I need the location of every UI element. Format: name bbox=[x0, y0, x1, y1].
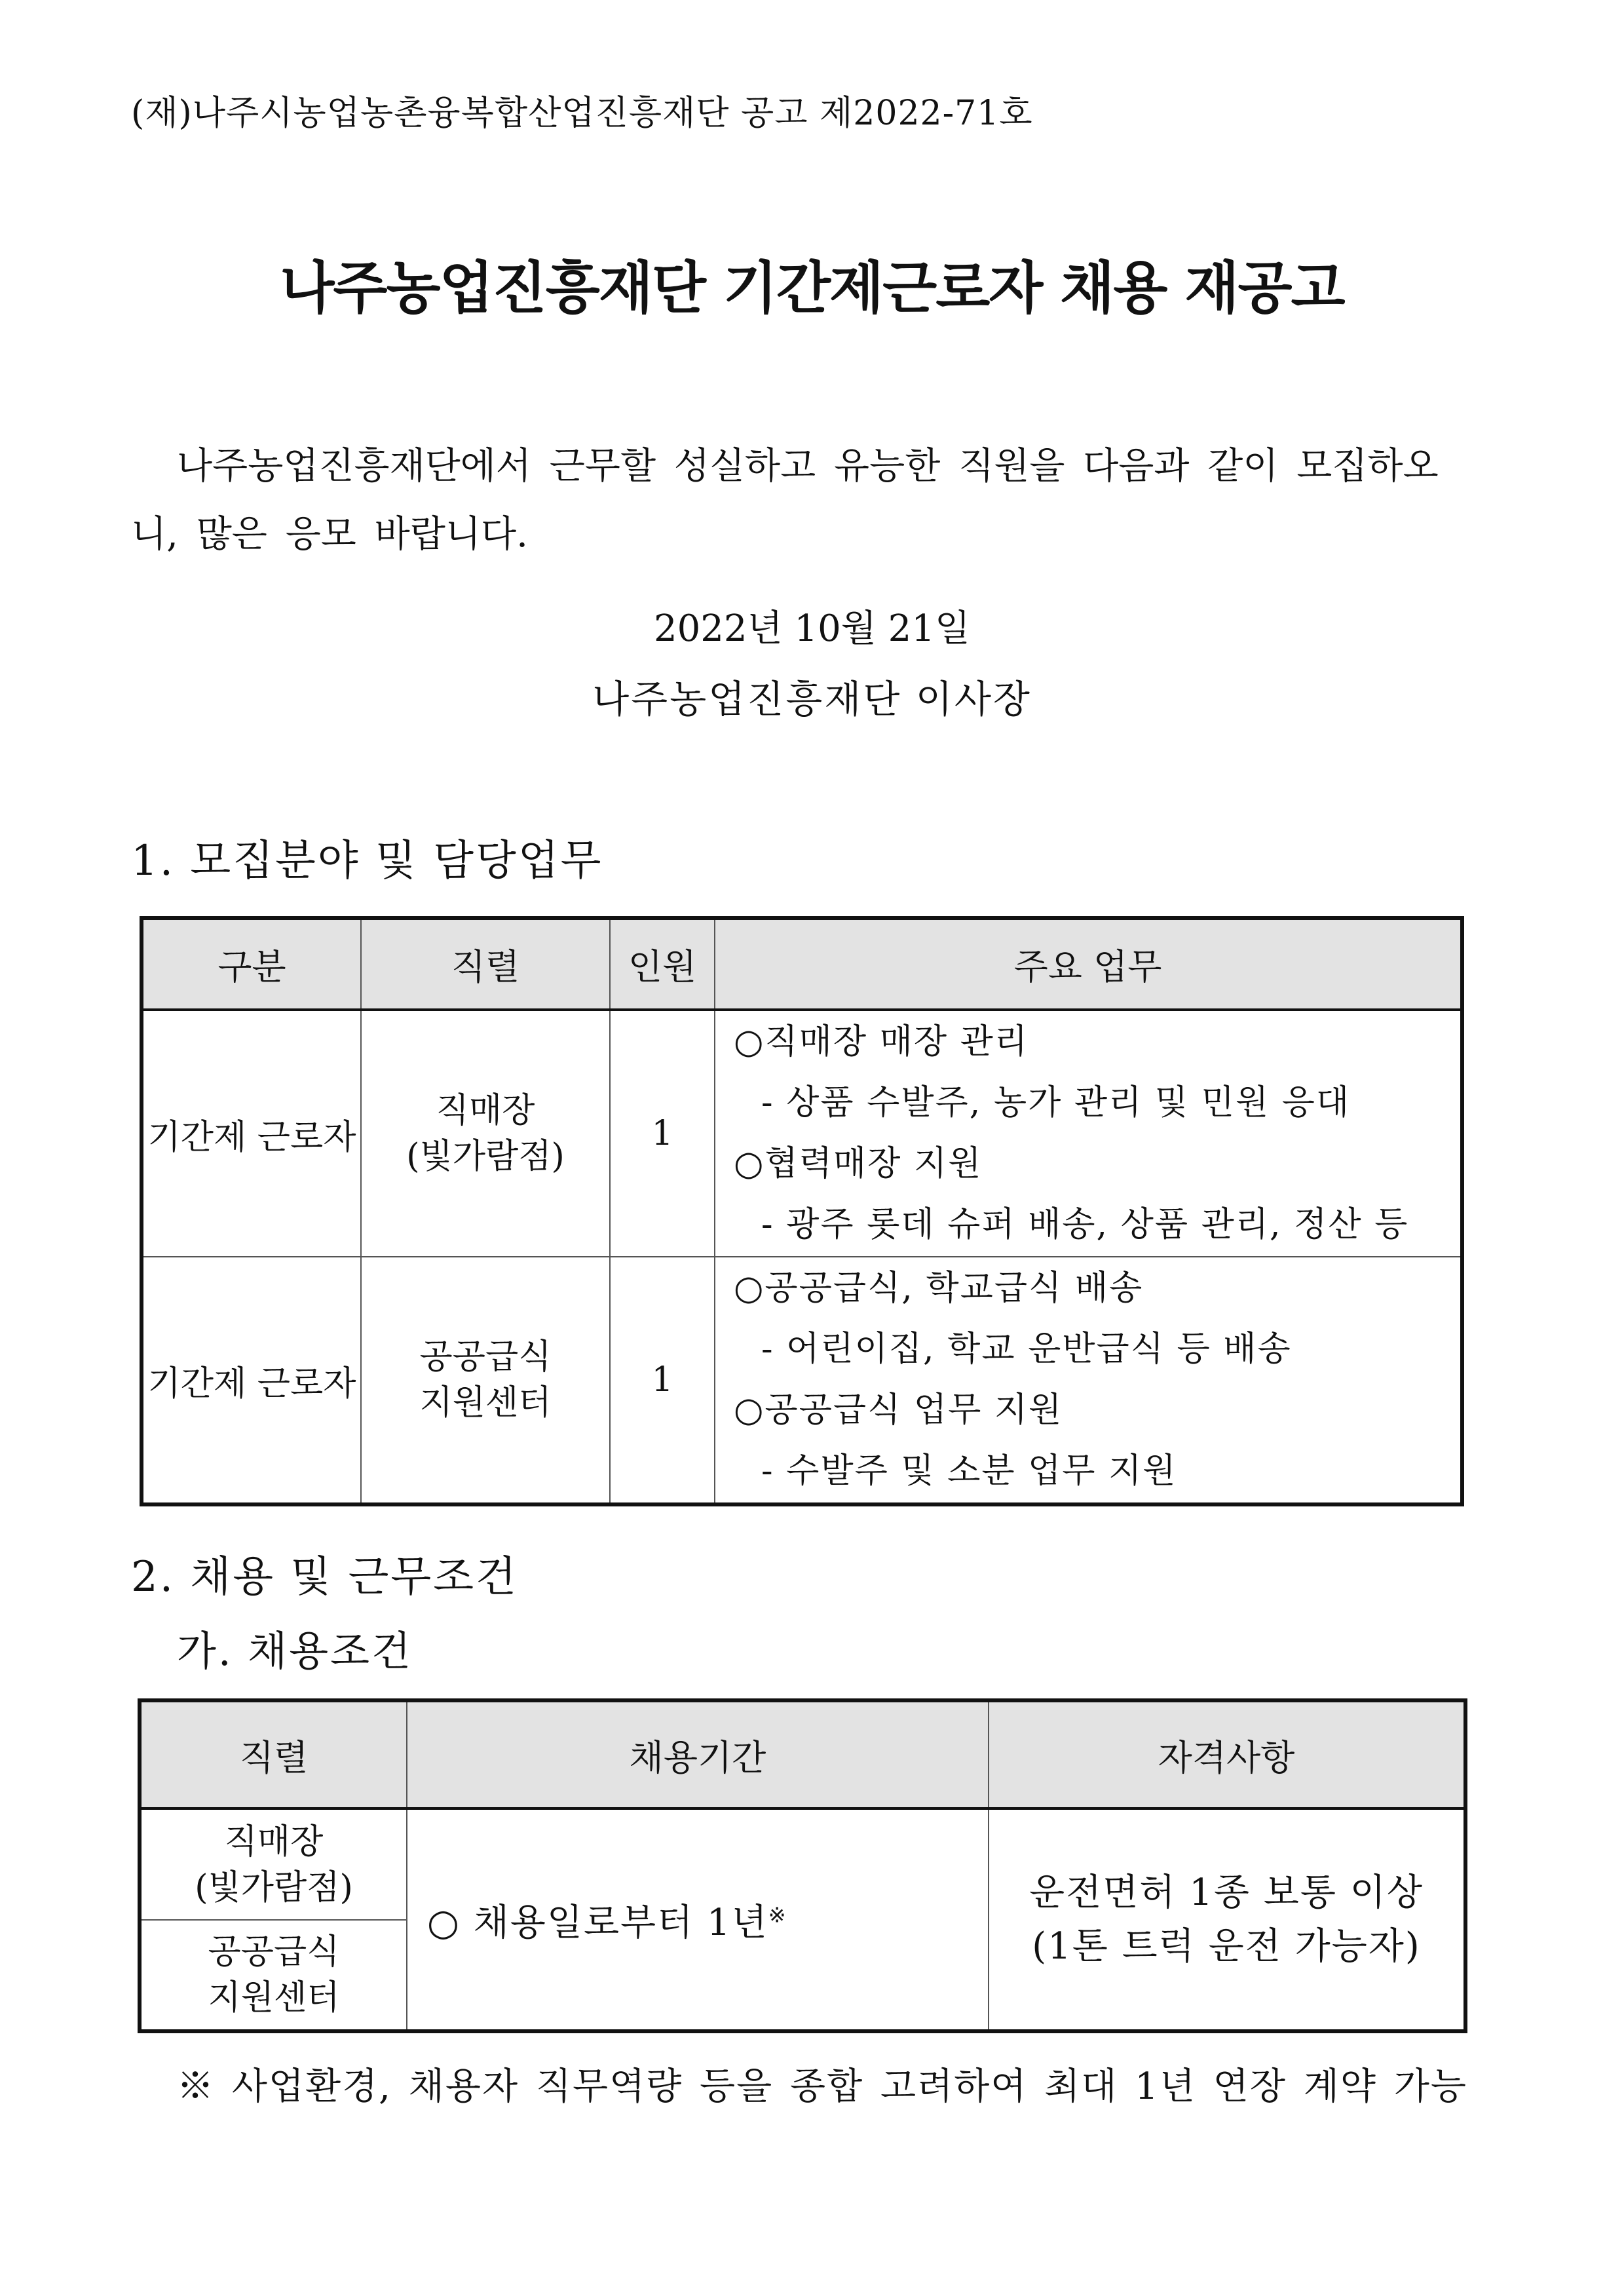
section-2-subheading: 가. 채용조건 bbox=[177, 1627, 413, 1675]
duty-item: ○공공급식, 학교급식 배송 bbox=[734, 1269, 1144, 1308]
table-row bbox=[142, 1010, 1462, 1257]
qualification bbox=[989, 1808, 1465, 2031]
section-2-heading: 2. 채용 및 근무조건 bbox=[131, 1553, 518, 1601]
header-period: 채용기간 bbox=[407, 1700, 989, 1808]
page-title: 나주농업진흥재단 기간제근로자 채용 재공고 bbox=[280, 256, 1344, 321]
row-duties bbox=[715, 1257, 1462, 1504]
qualification-line: 운전면허 1종 보통 이상 bbox=[1029, 1871, 1424, 1914]
duty-detail: - 수발주 및 소분 업무 지원 bbox=[761, 1451, 1177, 1491]
row-position bbox=[361, 1010, 610, 1257]
position-line: 공공급식 bbox=[419, 1337, 552, 1377]
row-category: 기간제 근로자 bbox=[142, 1257, 361, 1504]
row-position bbox=[361, 1257, 610, 1504]
issuer-signature: 나주농업진흥재단 이사장 bbox=[592, 677, 1032, 721]
position-line: 직매장 bbox=[224, 1822, 324, 1862]
position-line: 직매장 bbox=[436, 1091, 535, 1130]
duty-detail: - 어린이집, 학교 운반급식 등 배송 bbox=[761, 1330, 1292, 1369]
duty-detail: - 상품 수발주, 농가 관리 및 민원 응대 bbox=[761, 1083, 1351, 1122]
duty-detail: - 광주 롯데 슈퍼 배송, 상품 관리, 정산 등 bbox=[761, 1205, 1409, 1244]
recruitment-table bbox=[140, 916, 1464, 1506]
employment-period bbox=[407, 1808, 989, 2031]
qualification-line: (1톤 트럭 운전 가능자) bbox=[1032, 1924, 1421, 1968]
employment-conditions-table bbox=[138, 1698, 1467, 2033]
row-count: 1 bbox=[610, 1010, 715, 1257]
row-position bbox=[140, 1808, 407, 1920]
row-category: 기간제 근로자 bbox=[142, 1010, 361, 1257]
position-line: 지원센터 bbox=[208, 1978, 340, 2018]
row-position bbox=[140, 1920, 407, 2031]
notice-number: (재)나주시농업농촌융복합산업진흥재단 공고 제2022-71호 bbox=[131, 94, 1033, 133]
position-line: (빛가람점) bbox=[406, 1137, 565, 1176]
header-position: 직렬 bbox=[361, 918, 610, 1010]
duty-item: ○직매장 매장 관리 bbox=[734, 1022, 1029, 1062]
duty-item: ○협력매장 지원 bbox=[734, 1144, 983, 1183]
table-row bbox=[142, 1257, 1462, 1504]
position-line: 공공급식 bbox=[208, 1932, 340, 1972]
row-count: 1 bbox=[610, 1257, 715, 1504]
intro-paragraph: 나주농업진흥재단에서 근무할 성실하고 유능한 직원을 다음과 같이 모집하오니, 많은 응모 바랍니다. bbox=[131, 445, 1439, 556]
footnote: ※ 사업환경, 채용자 직무역량 등을 종합 고려하여 최대 1년 연장 계약 가능 bbox=[177, 2065, 1467, 2108]
header-duties: 주요 업무 bbox=[715, 918, 1462, 1010]
table-header-row bbox=[142, 918, 1462, 1010]
header-qualification: 자격사항 bbox=[989, 1700, 1465, 1808]
header-position: 직렬 bbox=[140, 1700, 407, 1808]
table-row bbox=[140, 1808, 1465, 1920]
table-header-row bbox=[140, 1700, 1465, 1808]
period-footnote-mark: ※ bbox=[768, 1902, 787, 1927]
position-line: 지원센터 bbox=[419, 1383, 552, 1423]
period-text: ○ 채용일로부터 1년 bbox=[427, 1901, 768, 1944]
row-duties bbox=[715, 1010, 1462, 1257]
issue-date: 2022년 10월 21일 bbox=[654, 607, 970, 650]
duty-item: ○공공급식 업무 지원 bbox=[734, 1390, 1063, 1430]
section-1-heading: 1. 모집분야 및 담당업무 bbox=[131, 837, 603, 885]
position-line: (빛가람점) bbox=[195, 1867, 353, 1907]
header-count: 인원 bbox=[610, 918, 715, 1010]
header-category: 구분 bbox=[142, 918, 361, 1010]
